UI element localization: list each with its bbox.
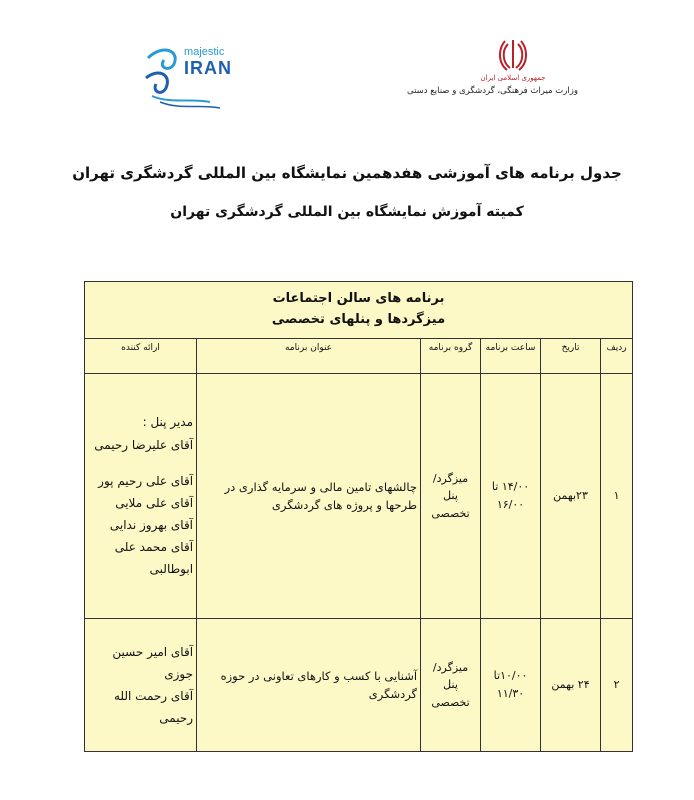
banner-line-1: برنامه های سالن اجتماعات [272,291,445,307]
row-time: ۱۰/۰۰تا ۱۱/۳۰ [481,619,541,752]
logo-brand-big: IRAN [184,58,232,78]
header-row-num: ردیف [601,339,633,374]
row-group: میزگرد/ پنل تخصصی [421,374,481,619]
table-row [85,374,633,619]
header-date: تاریخ [541,339,601,374]
presenter-name: آقای رحمت الله رحیمی [113,689,194,726]
page-title: جدول برنامه های آموزشی هفدهمین نمایشگاه بین المللی گردشگری تهران [72,164,622,182]
row-title: آشنایی با کسب و کارهای تعاونی در حوزه گردشگری [197,619,421,752]
presenter-name: آقای بهروز ندایی [109,518,194,533]
table-row [85,619,633,752]
banner-line-2: میزگردها و پنلهای تخصصی [271,312,446,327]
row-presenters [85,619,197,752]
emblem-icon [498,38,528,72]
row-number: ۲ [601,619,633,752]
row-time: ۱۴/۰۰ تا ۱۶/۰۰ [481,374,541,619]
presenter-name: آقای محمد علی ابوطالبی [114,540,194,577]
row-title: چالشهای تامین مالی و سرمایه گذاری در طرحها و پروژه های گردشگری [197,374,421,619]
row-number: ۱ [601,374,633,619]
logo-line-2: وزارت میراث فرهنگی، گردشگری و صنایع دستی [407,86,578,96]
page-subtitle: کمیته آموزش نمایشگاه بین المللی گردشگری تهران [170,204,524,220]
presenter-name: آقای علیرضا رحیمی [94,437,194,452]
presenter-name: آقای علی ملایی [115,495,194,510]
header-time: ساعت برنامه [481,339,541,374]
ministry-logo [407,38,578,110]
row-date: ۲۴ بهمن [541,619,601,752]
header-presenter: ارائه کننده [85,339,197,374]
row-presenters [85,374,197,619]
presenter-name: آقای امیر حسین جوزی [112,644,194,681]
logo-line-1: جمهوری اسلامی ایران [480,74,546,82]
table-banner [85,282,633,339]
majestic-iran-logo [140,38,240,110]
table-header-row [85,339,633,374]
presenter-name: مدیر پنل : [142,415,194,430]
presenter-name: آقای علی رحیم پور [98,473,194,488]
header-title: عنوان برنامه [197,339,421,374]
program-table [84,281,633,752]
row-date: ۲۳بهمن [541,374,601,619]
row-group: میزگرد/ پنل تخصصی [421,619,481,752]
header-group: گروه برنامه [421,339,481,374]
logo-brand-small: majestic [184,46,225,58]
